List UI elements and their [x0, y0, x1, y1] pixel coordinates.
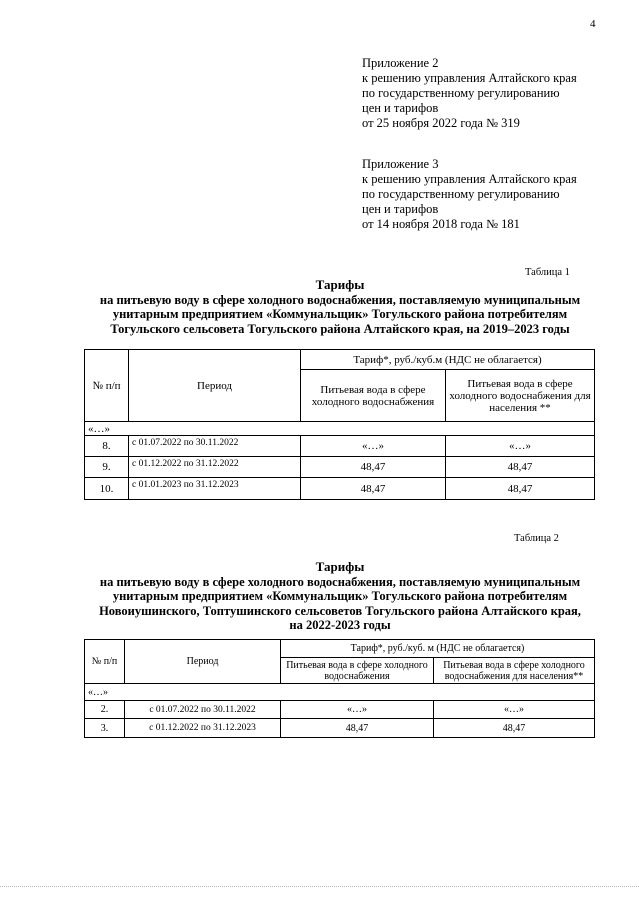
- table-2-subtitle-line: на 2022-2023 годы: [289, 618, 391, 632]
- table-2-subtitle-line: на питьевую воду в сфере холодного водоснабжения, поставляемую муниципальным: [99, 574, 581, 589]
- header-period: Период: [125, 640, 281, 684]
- tariff-table-1: [84, 349, 595, 500]
- header-num: № п/п: [85, 640, 125, 684]
- table-1-subtitle-line: Тогульского сельсовета Тогульского района Алтайского края, на 2019–2023 годы: [110, 321, 570, 336]
- row-value-1: 48,47: [301, 457, 446, 478]
- appendix-3-line: Приложение 3: [362, 157, 439, 171]
- appendix-3-line: от 14 ноября 2018 года № 181: [362, 217, 520, 231]
- table-1-subtitle-line: унитарным предприятием «Коммунальщик» Тогульского района потребителям: [112, 307, 568, 321]
- row-period: с 01.12.2022 по 31.12.2023: [125, 719, 281, 738]
- row-period: с 01.07.2022 по 30.11.2022: [125, 701, 281, 719]
- tariff-table-2: [84, 639, 595, 738]
- table-2-subtitle-line: унитарным предприятием «Коммунальщик» Тогульского района потребителям: [112, 589, 568, 603]
- appendix-3-block: [362, 157, 577, 232]
- row-num: 9.: [85, 457, 129, 478]
- header-num: № п/п: [85, 350, 129, 422]
- table-row: [85, 701, 595, 719]
- table-2-heading: [60, 560, 620, 633]
- appendix-3-line: к решению управления Алтайского края: [362, 172, 577, 186]
- table-row: [85, 457, 595, 478]
- appendix-3-line: цен и тарифов: [362, 202, 439, 216]
- appendix-2-line: к решению управления Алтайского края: [362, 71, 577, 85]
- row-value-1: 48,47: [281, 719, 434, 738]
- row-period: с 01.07.2022 по 30.11.2022: [129, 436, 301, 457]
- appendix-2-line: по государственному регулированию: [362, 86, 560, 100]
- row-value-2: 48,47: [446, 478, 595, 500]
- appendix-3-line: по государственному регулированию: [362, 187, 560, 201]
- appendix-2-line: цен и тарифов: [362, 101, 439, 115]
- table-row: [85, 478, 595, 500]
- appendix-2-line: от 25 ноября 2022 года № 319: [362, 116, 520, 130]
- table-row: [85, 719, 595, 738]
- row-value-2: 48,47: [446, 457, 595, 478]
- appendix-2-block: [362, 56, 577, 131]
- row-value-1: «…»: [301, 436, 446, 457]
- table-row: [85, 436, 595, 457]
- row-value-2: «…»: [446, 436, 595, 457]
- row-num: 3.: [85, 719, 125, 738]
- row-value-1: «…»: [281, 701, 434, 719]
- row-num: 8.: [85, 436, 129, 457]
- row-value-1: 48,47: [301, 478, 446, 500]
- table-1-caption: Таблица 1: [525, 267, 570, 278]
- header-col-cold-water: Питьевая вода в сфере холодного водоснабжения: [281, 658, 434, 684]
- header-tariff: Тариф*, руб./куб. м (НДС не облагается): [281, 640, 595, 658]
- table-1-heading: [60, 278, 620, 336]
- row-period: с 01.12.2022 по 31.12.2022: [129, 457, 301, 478]
- row-value-2: 48,47: [434, 719, 595, 738]
- table-2-title: Тарифы: [315, 559, 365, 574]
- separator-row: «…»: [85, 422, 595, 436]
- header-tariff: Тариф*, руб./куб.м (НДС не облагается): [301, 350, 595, 370]
- row-num: 10.: [85, 478, 129, 500]
- appendix-2-line: Приложение 2: [362, 56, 439, 70]
- table-1-title: Тарифы: [315, 277, 365, 292]
- table-2-subtitle-line: Новоиушинского, Топтушинского сельсоветов Тогульского района Алтайского края,: [99, 603, 581, 618]
- table-2-caption: Таблица 2: [514, 533, 559, 544]
- row-num: 2.: [85, 701, 125, 719]
- row-value-2: «…»: [434, 701, 595, 719]
- row-period: с 01.01.2023 по 31.12.2023: [129, 478, 301, 500]
- header-col-population: Питьевая вода в сфере холодного водоснабжения для населения**: [434, 658, 595, 684]
- page-edge-divider: [0, 886, 639, 887]
- separator-row: «…»: [85, 684, 595, 701]
- header-col-population: Питьевая вода в сфере холодного водоснабжения для населения **: [446, 370, 595, 422]
- page-number: 4: [590, 18, 596, 30]
- header-col-cold-water: Питьевая вода в сфере холодного водоснабжения: [301, 370, 446, 422]
- header-period: Период: [129, 350, 301, 422]
- table-1-subtitle-line: на питьевую воду в сфере холодного водоснабжения, поставляемую муниципальным: [99, 292, 581, 307]
